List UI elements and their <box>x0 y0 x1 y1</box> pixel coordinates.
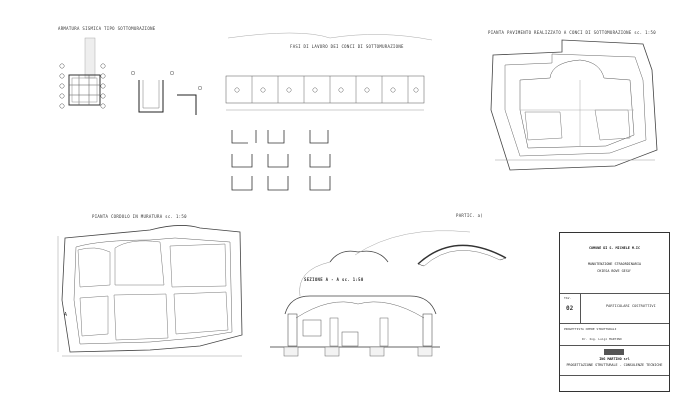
sezione-title: SEZIONE A - A sc. 1:50 <box>304 277 364 282</box>
cordolo-title: PIANTA CORDOLO IN MURATURA sc. 1:50 <box>92 214 187 219</box>
studio-desc: PROGETTAZIONE STRUTTURALE - CONSULENZE TECNICHE <box>566 363 663 367</box>
opera-text: CHIESA BOVE GESU' <box>597 269 632 273</box>
studio-logo <box>604 349 624 355</box>
fasi-title: FASI DI LAVORO DEI CONCI DI SOTTOMURAZIONE <box>290 44 404 49</box>
progettista-name: Dr. Ing. Luigi MARTINO <box>582 337 622 341</box>
pianta-cordolo <box>58 225 242 356</box>
section-marker-a: A <box>64 312 68 318</box>
armatura-title: ARMATURA SISMICA TIPO SOTTOMURAZIONE <box>58 26 156 31</box>
fasi-details <box>232 130 330 190</box>
intervento-text: MANUTENZIONE STRAORDINARIA <box>587 262 642 266</box>
elaborato-text: PARTICOLARI COSTRUTTIVI <box>606 304 656 308</box>
comune-text: COMUNE DI S. MICHELE M.IC <box>588 246 641 250</box>
particolare-title: PARTIC. a) <box>456 213 484 218</box>
tavola-label: TAV. <box>564 296 572 300</box>
studio-name: ING MARTINO srl <box>599 357 630 361</box>
tavola-number: 02 <box>566 305 574 312</box>
progettista-label: PROGETTISTA OPERE STRUTTURALI <box>564 327 617 331</box>
armatura-detail <box>60 38 202 115</box>
title-block <box>559 232 670 392</box>
pavimento-title: PIANTA PAVIMENTO REALIZZATO A CONCI DI SOTTOMURAZIONE sc. 1:50 <box>488 30 656 35</box>
particolare-arch <box>418 245 506 266</box>
pianta-pavimento <box>491 40 657 170</box>
